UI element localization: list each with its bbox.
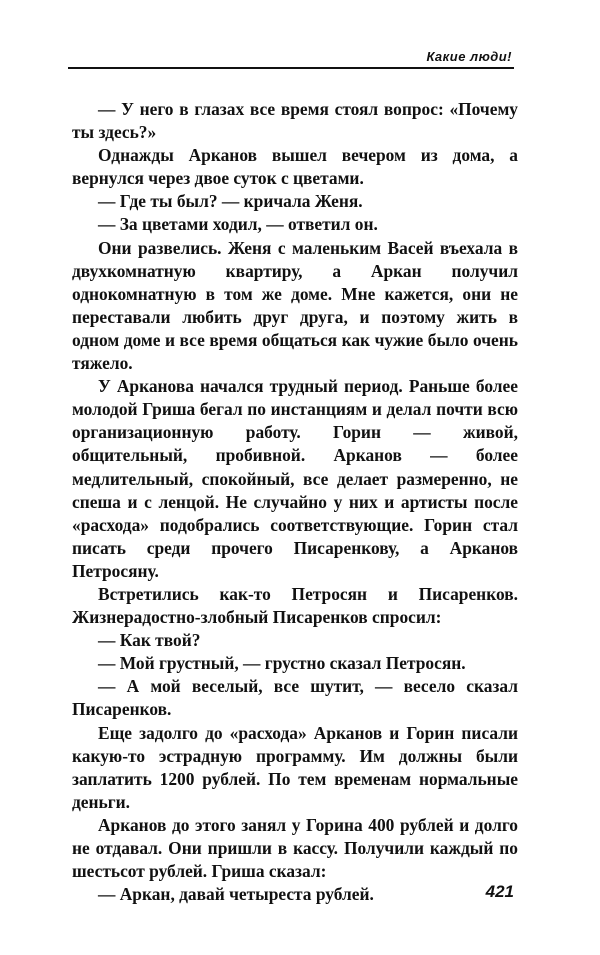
paragraph: Однажды Арканов вышел вечером из дома, а вернулся через двое суток с цветами. <box>72 145 518 189</box>
paragraph: — За цветами ходил, — ответил он. <box>98 214 378 235</box>
paragraph: Арканов до этого занял у Горина 400 рублей и долго не отдавал. Они пришли в кассу. Получили каждый по шестьсот рублей. Гриша сказал: <box>72 814 518 882</box>
paragraph: Они развелись. Женя с маленьким Васей въехала в двухкомнатную квартиру, а Аркан получил однокомнатную в том же доме. Мне кажется, они не переставали любить друг друга, и поэтому жить в одном доме и все время общаться как чужие было очень тяжело. <box>72 237 518 374</box>
paragraph: — Мой грустный, — грустно сказал Петросян. <box>98 653 466 674</box>
paragraph: Еще задолго до «расхода» Арканов и Горин писали какую-то эстрадную программу. Им должны были заплатить 1200 рублей. По тем временам нормальные деньги. <box>72 722 518 812</box>
paragraph: — Аркан, давай четыреста рублей. <box>98 884 374 905</box>
paragraph: — Где ты был? — кричала Женя. <box>98 191 363 212</box>
paragraph: — У него в глазах все время стоял вопрос: «Почему ты здесь?» <box>72 99 518 143</box>
running-header: Какие люди! <box>426 49 512 64</box>
paragraph: У Арканова начался трудный период. Раньше более молодой Гриша бегал по инстанциям и делал почти всю организационную работу. Горин — живой, общительный, пробивной. Арканов — более медлительный, спокойный, все делает размеренно, не спеша и с ленцой. Не случайно у них и артисты после «расхода» подобрались соответствующие. Горин стал писать среди прочего Писаренкову, а Арканов Петросяну. <box>72 376 518 581</box>
paragraph: Встретились как-то Петросян и Писаренков. Жизнерадостно-злобный Писаренков спросил: <box>72 583 518 628</box>
body-text <box>72 98 518 906</box>
page-number: 421 <box>485 882 514 901</box>
paragraph: — А мой веселый, все шутит, — весело сказал Писаренков. <box>72 676 518 720</box>
paragraph: — Как твой? <box>98 630 201 651</box>
header-rule <box>68 67 514 69</box>
